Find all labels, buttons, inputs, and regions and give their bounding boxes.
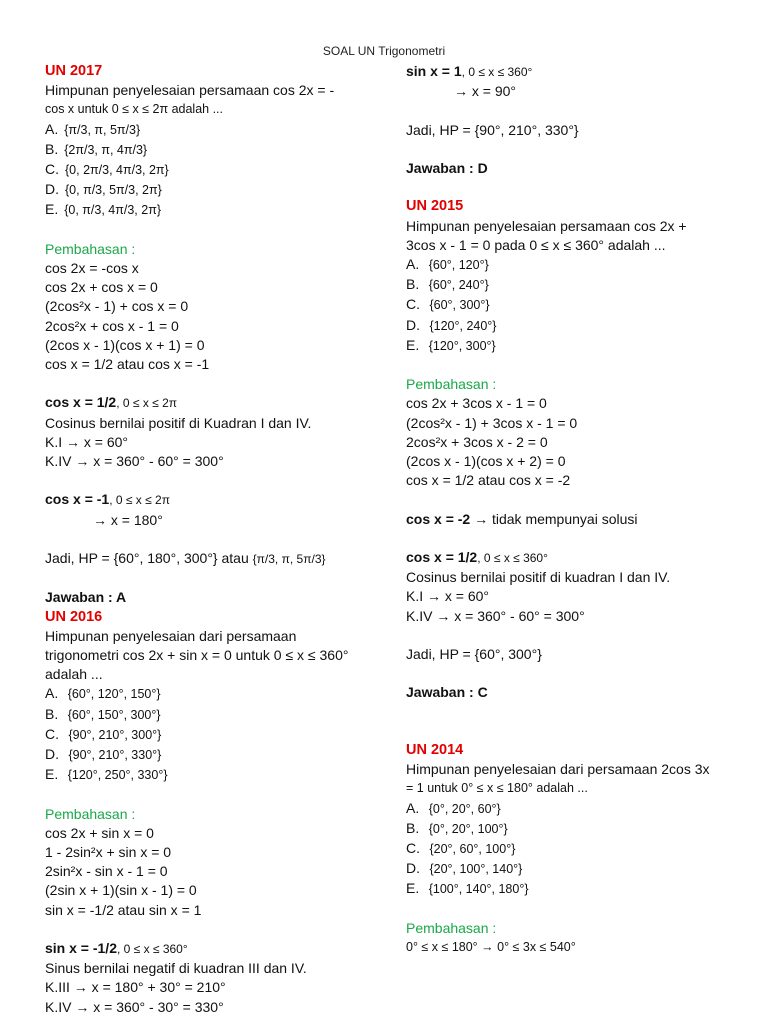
option-value: {60°, 150°, 300°} <box>64 707 161 722</box>
case-domain: , 0 ≤ x ≤ 360° <box>116 942 188 957</box>
text-line: Himpunan penyelesaian persamaan cos 2x + <box>406 217 687 234</box>
option-label: A. <box>406 799 420 816</box>
option-label: E. <box>45 766 59 783</box>
section-heading: UN 2017 <box>45 63 103 79</box>
text-line: cos 2x + sin x = 0 <box>45 824 154 841</box>
discussion-heading: Pembahasan : <box>45 240 136 257</box>
text-line: adalah ... <box>45 666 103 683</box>
spacer <box>45 374 365 393</box>
option-item <box>406 839 746 859</box>
spacer <box>406 626 746 645</box>
solution-text: Jadi, HP = {60°, 180°, 300°} atau <box>45 550 253 567</box>
text-line: cos 2x + 3cos x - 1 = 0 <box>406 395 547 412</box>
case-equation: sin x = -1/2 <box>45 940 117 957</box>
option-item <box>406 859 746 879</box>
spacer <box>406 900 746 919</box>
solution-set-line <box>45 549 365 569</box>
option-value: {100°, 140°, 180°} <box>425 882 529 897</box>
option-item <box>406 316 746 336</box>
text-line: Himpunan penyelesaian dari persamaan 2cos 3x <box>406 761 710 778</box>
text-line: 1 - 2sin²x + sin x = 0 <box>45 844 172 861</box>
option-value: {60°, 120°} <box>425 257 489 272</box>
option-item <box>45 765 365 785</box>
option-value: {0, 2π/3, 4π/3, 2π} <box>65 163 169 178</box>
option-value: {60°, 240°} <box>425 278 489 293</box>
spacer <box>45 530 365 549</box>
discussion-heading: Pembahasan : <box>45 805 136 822</box>
option-item <box>45 745 365 765</box>
spacer <box>45 569 365 588</box>
case-equation: cos x = 1/2 <box>45 394 117 411</box>
option-label: E. <box>406 336 420 353</box>
spacer <box>406 140 746 159</box>
option-label: C. <box>45 725 59 742</box>
text-line: trigonometri cos 2x + sin x = 0 untuk 0 ≤ x ≤ 360° <box>45 647 349 664</box>
option-item <box>45 160 365 180</box>
text-line: cos x = 1/2 atau cos x = -2 <box>406 472 571 489</box>
option-label: A. <box>406 255 420 272</box>
case-heading <box>45 393 365 413</box>
case-domain: , 0 ≤ x ≤ 2π <box>116 396 178 411</box>
option-value: {90°, 210°, 300°} <box>65 727 162 742</box>
case-domain: , 0 ≤ x ≤ 360° <box>477 550 548 565</box>
left-column <box>45 62 365 1017</box>
case-note: → tidak mempunyai solusi <box>470 510 638 527</box>
spacer <box>406 101 746 120</box>
option-value: {120°, 240°} <box>426 318 497 333</box>
option-label: D. <box>45 181 59 198</box>
option-label: C. <box>45 161 59 178</box>
text-line: 3cos x - 1 = 0 pada 0 ≤ x ≤ 360° adalah ... <box>406 236 666 253</box>
spacer <box>406 490 746 509</box>
spacer <box>406 178 746 197</box>
case-heading <box>406 510 746 529</box>
text-line: K.I → x = 60° <box>45 433 129 450</box>
option-value: {120°, 250°, 330°} <box>64 768 168 783</box>
answer-line: Jawaban : A <box>45 589 127 606</box>
case-equation: cos x = -2 <box>406 510 471 527</box>
text-line: cos x = 1/2 atau cos x = -1 <box>45 356 210 373</box>
text-line: K.IV → x = 360° - 60° = 300° <box>45 453 224 470</box>
discussion-heading: Pembahasan : <box>406 376 497 393</box>
option-value: {20°, 60°, 100°} <box>426 841 516 856</box>
answer-line: Jawaban : C <box>406 684 488 701</box>
option-value: {0°, 20°, 100°} <box>425 821 508 836</box>
text-line: Himpunan penyelesaian persamaan cos 2x = - <box>45 82 335 99</box>
text-line: K.IV → x = 360° - 30° = 330° <box>45 998 224 1015</box>
section-heading: UN 2016 <box>45 608 103 625</box>
discussion-heading: Pembahasan : <box>406 919 497 936</box>
option-label: E. <box>406 880 420 897</box>
case-heading <box>45 939 365 959</box>
text-line: 2cos²x + cos x - 1 = 0 <box>45 317 179 334</box>
option-label: B. <box>45 140 59 157</box>
text-line: Cosinus bernilai positif di kuadran I dan IV. <box>406 569 671 586</box>
text-line: Sinus bernilai negatif di kuadran III dan IV. <box>45 960 307 977</box>
option-value: {2π/3, π, 4π/3} <box>64 142 148 157</box>
spacer <box>45 471 365 490</box>
section-heading: UN 2015 <box>406 198 464 215</box>
case-heading <box>406 62 746 82</box>
spacer <box>406 722 746 741</box>
text-line: Jadi, HP = {60°, 300°} <box>406 645 542 662</box>
text-line: (2cos²x - 1) + 3cos x - 1 = 0 <box>406 414 578 431</box>
result-line: → x = 180° <box>93 511 163 528</box>
solution-alt: {π/3, π, 5π/3} <box>252 552 326 567</box>
case-equation: sin x = 1 <box>406 63 462 79</box>
option-label: D. <box>406 860 420 877</box>
option-label: C. <box>406 839 420 856</box>
option-label: E. <box>45 201 59 218</box>
option-value: {π/3, π, 5π/3} <box>64 122 141 137</box>
option-item <box>45 180 365 200</box>
option-value: {0, π/3, 4π/3, 2π} <box>64 203 161 218</box>
spacer <box>406 664 746 683</box>
option-label: B. <box>406 819 420 836</box>
text-line: Cosinus bernilai positif di Kuadran I dan IV. <box>45 414 312 431</box>
option-label: D. <box>45 746 59 763</box>
option-label: B. <box>406 276 420 293</box>
spacer <box>45 221 365 240</box>
option-item <box>45 140 365 160</box>
option-label: C. <box>406 296 420 313</box>
answer-line: Jawaban : D <box>406 159 488 176</box>
option-value: {60°, 120°, 150°} <box>64 687 161 702</box>
text-line: K.IV → x = 360° - 60° = 300° <box>406 607 585 624</box>
result-line: → x = 90° <box>454 83 517 100</box>
case-equation: cos x = 1/2 <box>406 548 478 565</box>
option-value: {20°, 100°, 140°} <box>426 862 523 877</box>
option-item <box>406 295 746 315</box>
option-item <box>45 200 365 220</box>
right-column <box>406 62 746 957</box>
option-label: D. <box>406 316 420 333</box>
case-domain: , 0 ≤ x ≤ 2π <box>109 493 171 508</box>
option-item <box>406 799 746 819</box>
page-title: SOAL UN Trigonometri <box>322 44 446 58</box>
section-heading: UN 2014 <box>406 741 464 758</box>
option-label: A. <box>45 120 59 137</box>
spacer <box>406 529 746 548</box>
text-line: K.III → x = 180° + 30° = 210° <box>45 979 226 996</box>
text-line: 2sin²x - sin x - 1 = 0 <box>45 863 168 880</box>
spacer <box>406 703 746 722</box>
text-line: K.I → x = 60° <box>406 588 490 605</box>
spacer <box>406 356 746 375</box>
text-line: (2sin x + 1)(sin x - 1) = 0 <box>45 882 197 899</box>
text-line: (2cos x - 1)(cos x + 1) = 0 <box>45 336 205 353</box>
option-item <box>406 819 746 839</box>
option-item <box>45 684 365 704</box>
case-heading <box>45 490 365 510</box>
case-domain: , 0 ≤ x ≤ 360° <box>461 65 533 79</box>
text-line: cos 2x = -cos x <box>45 260 139 277</box>
text-line: = 1 untuk 0° ≤ x ≤ 180° adalah ... <box>406 781 588 796</box>
text-line: 2cos²x + 3cos x - 2 = 0 <box>406 433 548 450</box>
option-value: {120°, 300°} <box>425 338 496 353</box>
option-value: {90°, 210°, 330°} <box>65 748 162 763</box>
option-item <box>45 725 365 745</box>
option-value: {0, π/3, 5π/3, 2π} <box>65 183 162 198</box>
option-value: {60°, 300°} <box>426 298 490 313</box>
text-line: 0° ≤ x ≤ 180° → 0° ≤ 3x ≤ 540° <box>406 939 576 954</box>
option-value: {0°, 20°, 60°} <box>425 801 501 816</box>
spacer <box>45 785 365 804</box>
option-item <box>45 120 365 140</box>
text-line: cos 2x + cos x = 0 <box>45 279 158 296</box>
option-item <box>406 336 746 356</box>
spacer <box>45 920 365 939</box>
option-item <box>406 255 746 275</box>
case-equation: cos x = -1 <box>45 491 110 508</box>
option-label: A. <box>45 685 59 702</box>
text-line: cos x untuk 0 ≤ x ≤ 2π adalah ... <box>45 102 223 117</box>
option-item <box>406 879 746 899</box>
option-item <box>406 275 746 295</box>
option-label: B. <box>45 705 59 722</box>
text-line: Jadi, HP = {90°, 210°, 330°} <box>406 121 579 138</box>
case-heading <box>406 548 746 568</box>
text-line: Himpunan penyelesaian dari persamaan <box>45 627 297 644</box>
text-line: (2cos x - 1)(cos x + 2) = 0 <box>406 453 566 469</box>
text-line: sin x = -1/2 atau sin x = 1 <box>45 901 202 918</box>
text-line: (2cos²x - 1) + cos x = 0 <box>45 298 189 315</box>
option-item <box>45 705 365 725</box>
